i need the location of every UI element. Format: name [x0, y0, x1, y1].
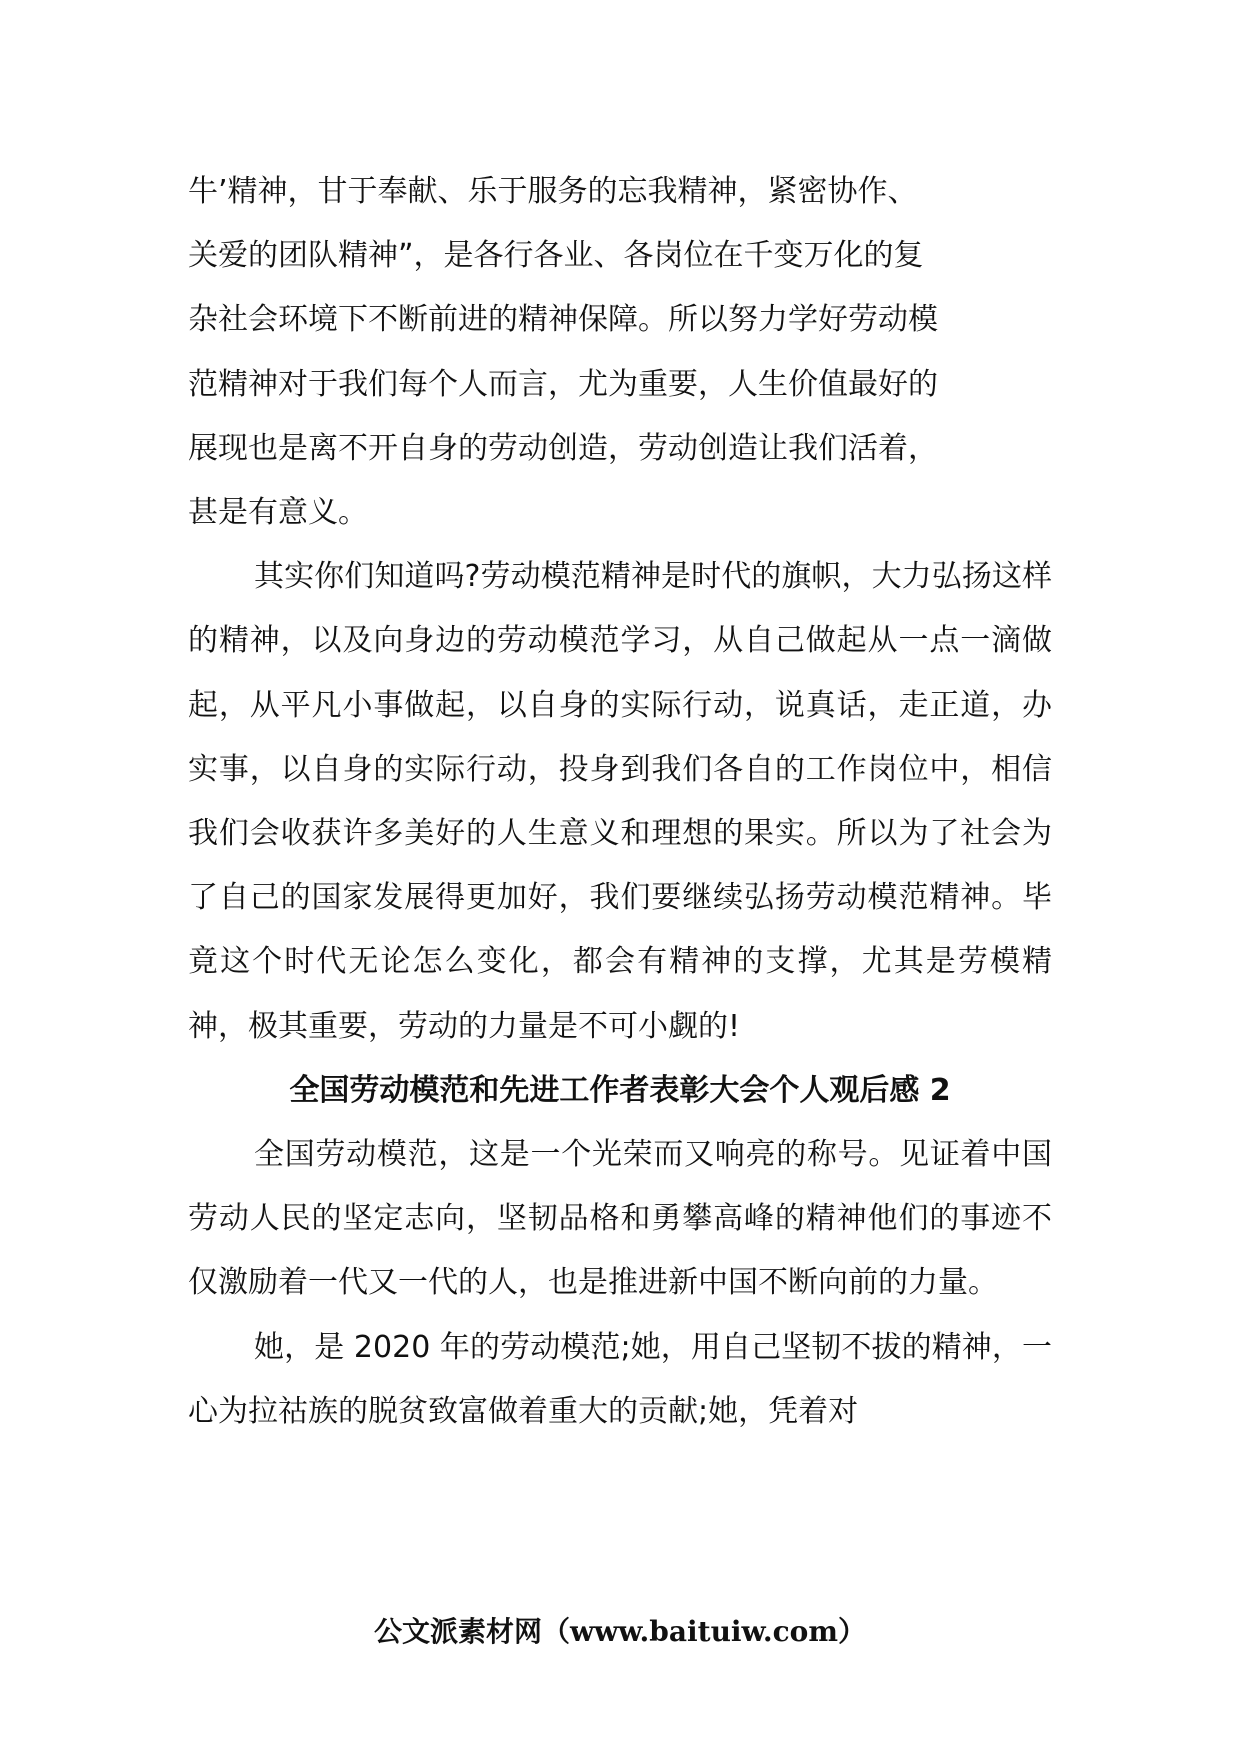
paragraph-continuation: 牛’精神，甘于奉献、乐于服务的忘我精神，紧密协作、 关爱的团队精神”，是各行各业、各岗位在千变万化的复 杂社会环境下不断前进的精神保障。所以努力学好劳动模 范精神对于我们每个人而言，尤为重要，人生价值最好的 展现也是离不开自身的劳动创造，劳动创造让我们活着， 甚是有意义。	[188, 174, 938, 531]
footer-source: 公文派素材网（www.baituiw.com）	[374, 1615, 866, 1648]
paragraph-model-spirit: 其实你们知道吗?劳动模范精神是时代的旗帜，大力弘扬这样的精神，以及向身边的劳动模范学习，从自己做起从一点一滴做起，从平凡小事做起，以自身的实际行动，说真话，走正道，办实事，以自身的实际行动，投身到我们各自的工作岗位中，相信我们会收获许多美好的人生意义和理想的果实。所以为了社会为了自己的国家发展得更加好，我们要继续弘扬劳动模范精神。毕竟这个时代无论怎么变化，都会有精神的支撑，尤其是劳模精神，极其重要，劳动的力量是不可小觑的!	[188, 559, 1052, 1044]
document-body	[188, 160, 1052, 1444]
paragraph-2020-model: 她，是 2020 年的劳动模范;她，用自己坚韧不拔的精神，一心为拉祜族的脱贫致富做着重大的贡献;她，凭着对	[188, 1329, 1052, 1429]
paragraph-national-model: 全国劳动模范，这是一个光荣而又响亮的称号。见证着中国劳动人民的坚定志向，坚韧品格和勇攀高峰的精神他们的事迹不仅激励着一代又一代的人，也是推进新中国不断向前的力量。	[188, 1137, 1052, 1301]
section-heading: 全国劳动模范和先进工作者表彰大会个人观后感 2	[289, 1072, 951, 1108]
